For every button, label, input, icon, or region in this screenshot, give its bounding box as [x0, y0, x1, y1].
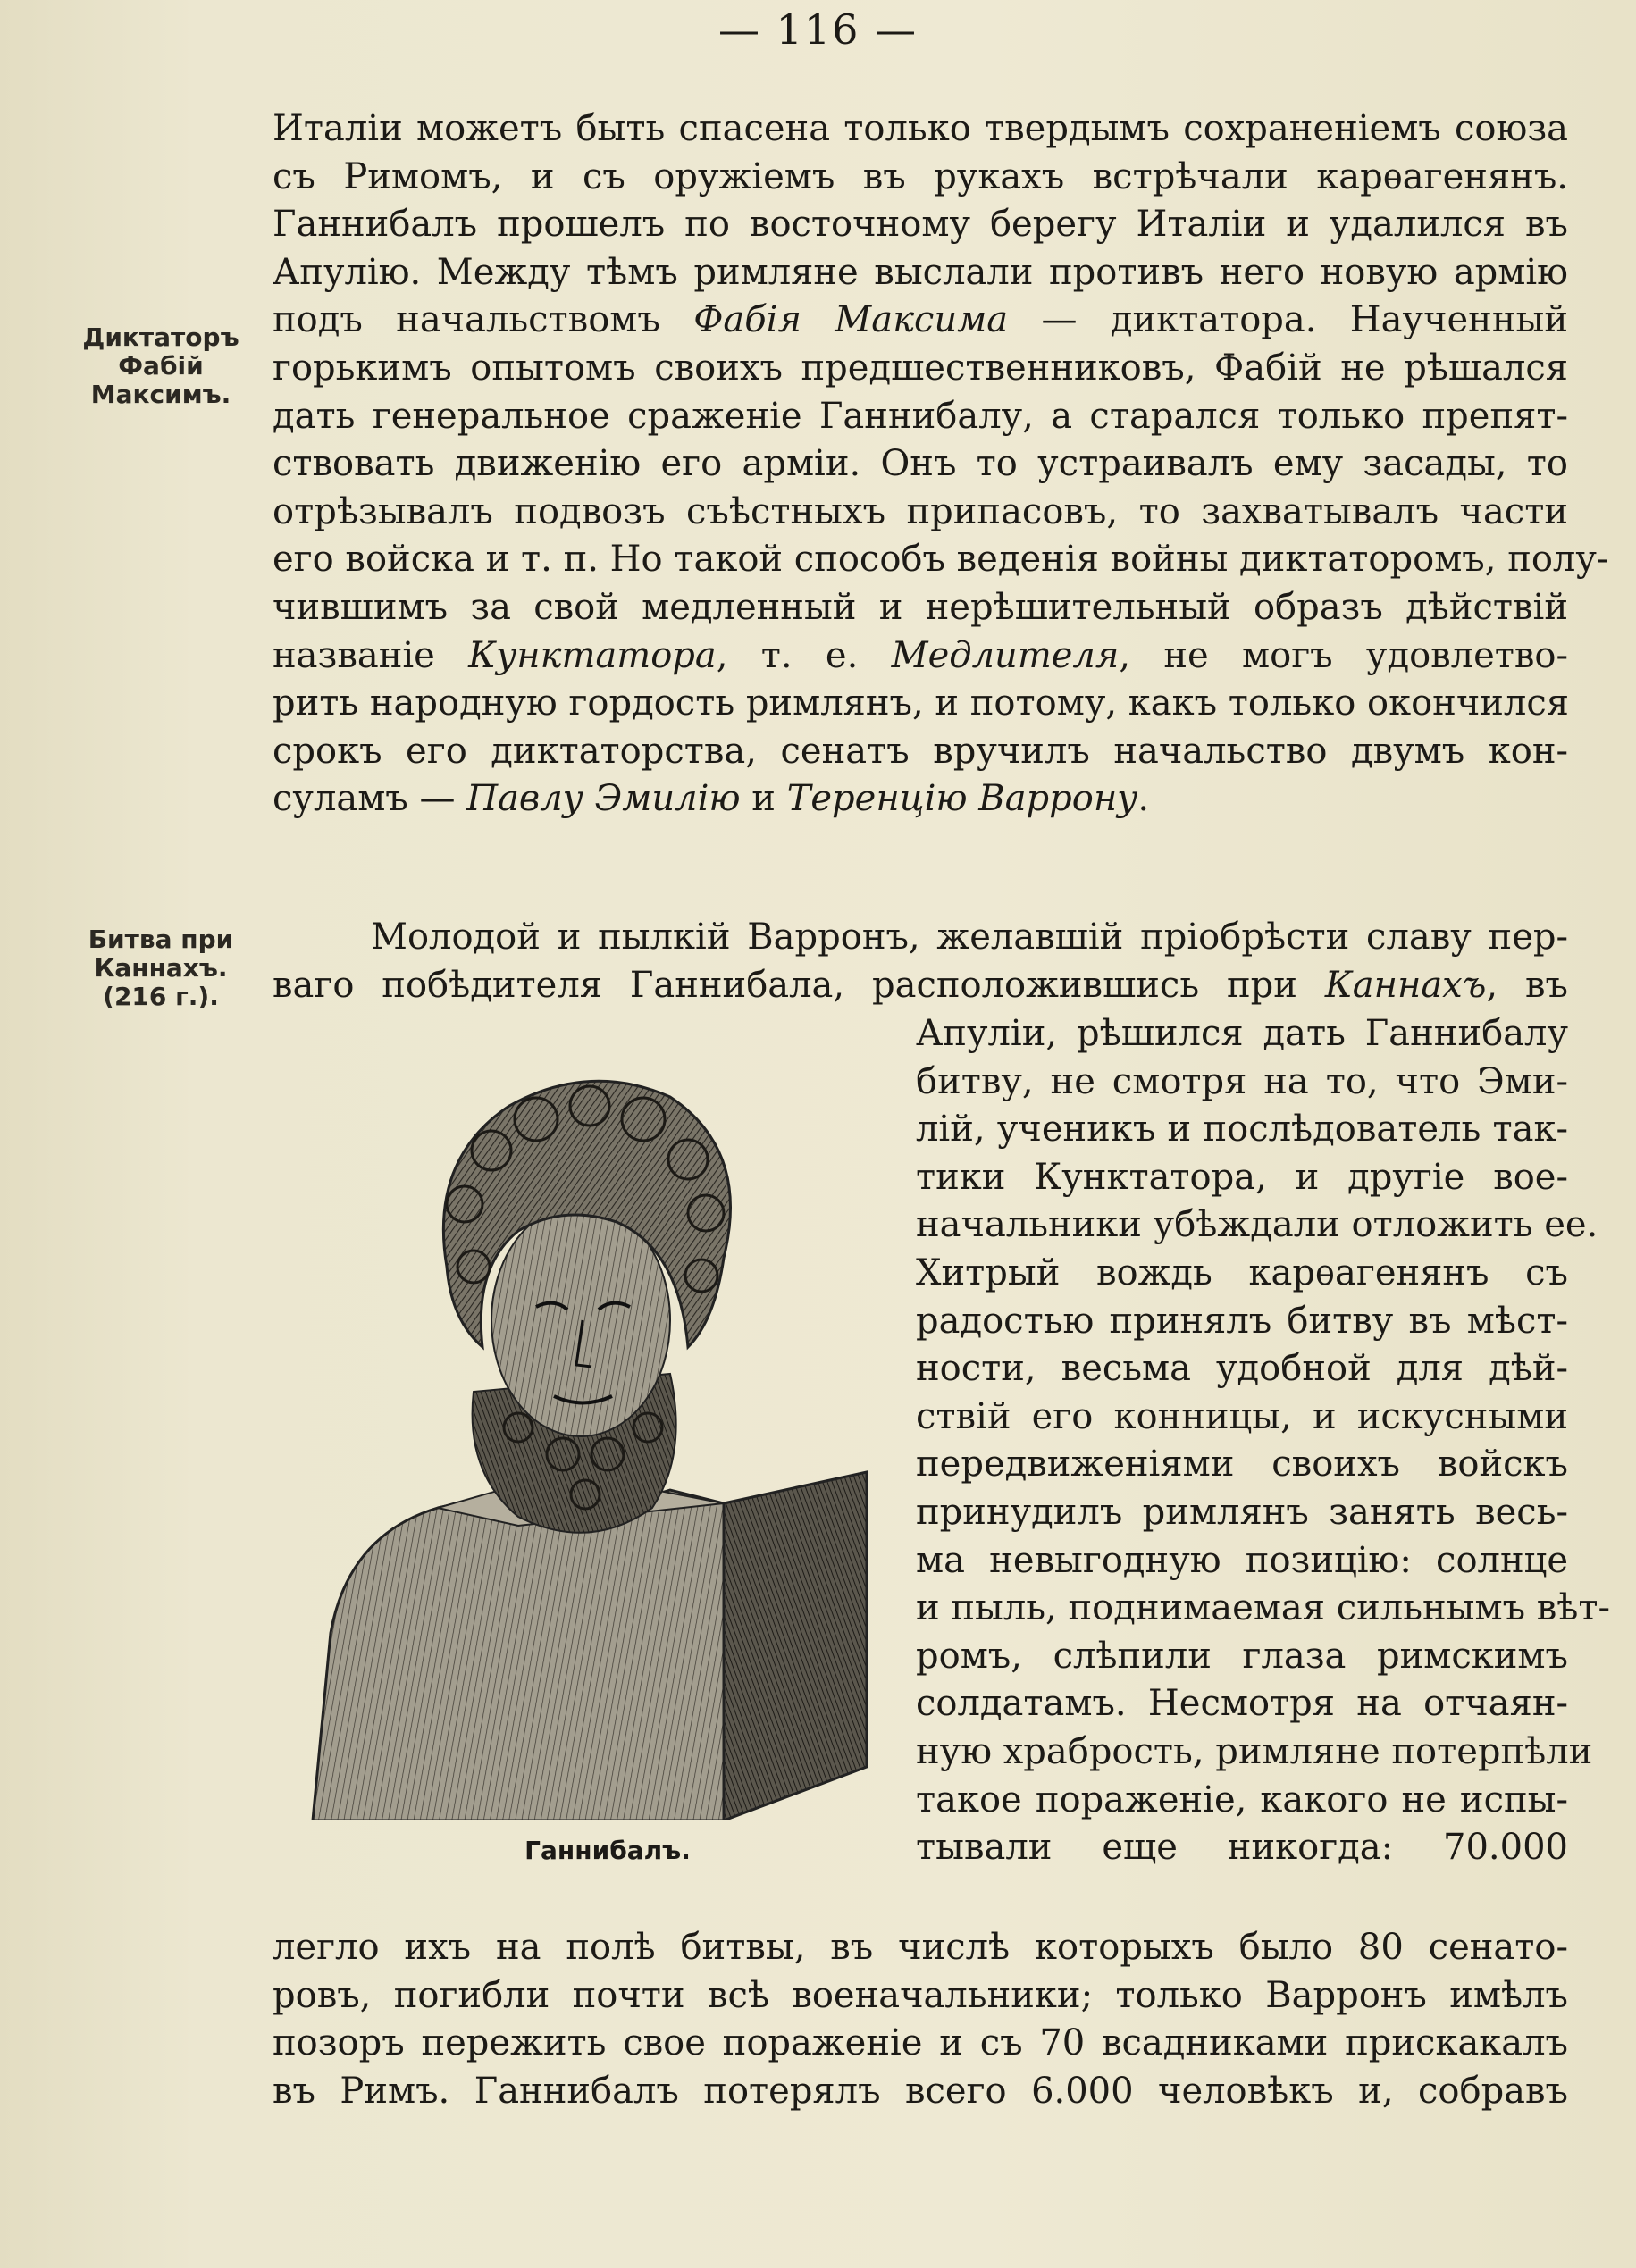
text-line: принудилъ римлянъ занять весь-: [916, 1491, 1568, 1533]
text-segment: ваго побѣдителя Ганнибала, расположившись при: [273, 964, 1325, 1006]
text-line: [273, 775, 1568, 824]
margin-note-line: Каннахъ.: [94, 953, 228, 983]
paragraph-fabius: [273, 105, 1609, 824]
text-line: Молодой и пылкій Варронъ, желавшій пріобрѣсти славу пер-: [371, 916, 1568, 958]
paragraph-cannae-intro: [273, 914, 1568, 1009]
text-line: его войска и т. п. Но такой способъ веденія войны диктаторомъ, полу-: [273, 539, 1609, 581]
text-line: Ганнибалъ прошелъ по восточному берегу Италіи и удалился въ: [273, 204, 1568, 246]
text-segment: суламъ —: [273, 778, 467, 820]
italic-name: Медлителя: [891, 634, 1120, 676]
text-line: горькимъ опытомъ своихъ предшественниковъ, Фабій не рѣшался: [273, 347, 1568, 389]
text-line: ма невыгодную позицію: солнце: [916, 1539, 1568, 1581]
text-line: [273, 297, 1568, 345]
text-line: Апулію. Между тѣмъ римляне выслали противъ него новую армію: [273, 251, 1568, 293]
italic-name: Кунктатора: [468, 634, 717, 676]
text-line: ромъ, слѣпили глаза римскимъ: [916, 1635, 1568, 1677]
text-segment: — диктатора. Наученный: [1008, 299, 1568, 341]
margin-note-line: Диктаторъ: [82, 322, 239, 352]
text-line: срокъ его диктаторства, сенатъ вручилъ начальство двумъ кон-: [273, 730, 1568, 772]
text-line: рить народную гордость римлянъ, и потому, какъ только окончился: [273, 682, 1569, 724]
text-line: ровъ, погибли почти всѣ военачальники; только Варронъ имѣлъ: [273, 1974, 1568, 2016]
figure-caption: Ганнибалъ.: [524, 1836, 691, 1865]
text-line: лій, ученикъ и послѣдователь так-: [916, 1109, 1568, 1151]
text-line: ную храбрость, римляне потерпѣли: [916, 1730, 1593, 1772]
text-line: [273, 632, 1568, 681]
text-line: битву, не смотря на то, что Эми-: [916, 1060, 1568, 1102]
margin-note-line: Битва при: [88, 925, 234, 954]
text-line: ности, весьма удобной для дѣй-: [916, 1348, 1568, 1390]
text-segment: названіе: [273, 634, 469, 676]
text-line: въ Римъ. Ганнибалъ потерялъ всего 6.000 человѣкъ и, собравъ: [273, 2070, 1568, 2112]
text-line: такое пораженіе, какого не испы-: [916, 1778, 1568, 1820]
text-line: начальники убѣждали отложить ее.: [916, 1204, 1598, 1246]
text-segment: подъ начальствомъ: [273, 299, 694, 341]
text-segment: , въ: [1486, 964, 1568, 1006]
page-number: — 116 —: [717, 5, 919, 54]
text-segment: , т. е.: [716, 634, 892, 676]
text-segment: .: [1137, 778, 1150, 820]
text-segment: и: [740, 778, 787, 820]
text-line: передвиженіями своихъ войскъ: [916, 1444, 1568, 1485]
text-line: тики Кунктатора, и другіе вое-: [916, 1156, 1568, 1198]
text-line: отрѣзывалъ подвозъ съѣстныхъ припасовъ, то захватывалъ части: [273, 490, 1568, 532]
text-line: позоръ пережить свое пораженіе и съ 70 всадниками прискакалъ: [273, 2022, 1568, 2064]
margin-note-line: Максимъ.: [90, 380, 231, 409]
text-line: Италіи можетъ быть спасена только твердымъ сохраненіемъ союза: [273, 108, 1568, 149]
italic-name: Каннахъ: [1324, 964, 1487, 1006]
text-line: тывали еще никогда: 70.000: [916, 1827, 1568, 1869]
margin-note-cannae: [63, 925, 259, 1011]
hannibal-bust-illustration: [295, 1052, 885, 1820]
italic-name: Фабія Максима: [693, 299, 1009, 341]
italic-name: Теренцію Варрону: [786, 778, 1138, 820]
text-line: легло ихъ на полѣ битвы, въ числѣ которыхъ было 80 сенато-: [273, 1927, 1568, 1968]
margin-note-line: Фабій: [118, 351, 204, 381]
text-line: съ Римомъ, и съ оружіемъ въ рукахъ встрѣчали карѳагенянъ.: [273, 155, 1568, 197]
text-line: дать генеральное сраженіе Ганнибалу, а старался только препят-: [273, 395, 1568, 437]
text-segment: , не могъ удовлетво-: [1119, 634, 1569, 676]
paragraph-cannae-end: [273, 1924, 1568, 2115]
text-line: ствій его конницы, и искусными: [916, 1395, 1568, 1437]
italic-name: Павлу Эмилію: [466, 778, 741, 820]
text-line: Апуліи, рѣшился дать Ганнибалу: [916, 1013, 1568, 1054]
text-line: солдатамъ. Несмотря на отчаян-: [916, 1683, 1568, 1725]
margin-note-line: (216 г.).: [103, 982, 219, 1011]
text-line: [273, 962, 1568, 1010]
text-line: Хитрый вождь карѳагенянъ съ: [916, 1251, 1568, 1293]
text-line: радостью принялъ битву въ мѣст-: [916, 1300, 1568, 1342]
paragraph-cannae-wrapped: [916, 1010, 1611, 1872]
text-line: ствовать движенію его арміи. Онъ то устраивалъ ему засады, то: [273, 443, 1568, 485]
margin-note-fabius: [63, 323, 259, 409]
text-line: и пыль, поднимаемая сильнымъ вѣт-: [916, 1587, 1611, 1629]
text-line: чившимъ за свой медленный и нерѣшительный образъ дѣйствій: [273, 586, 1568, 628]
